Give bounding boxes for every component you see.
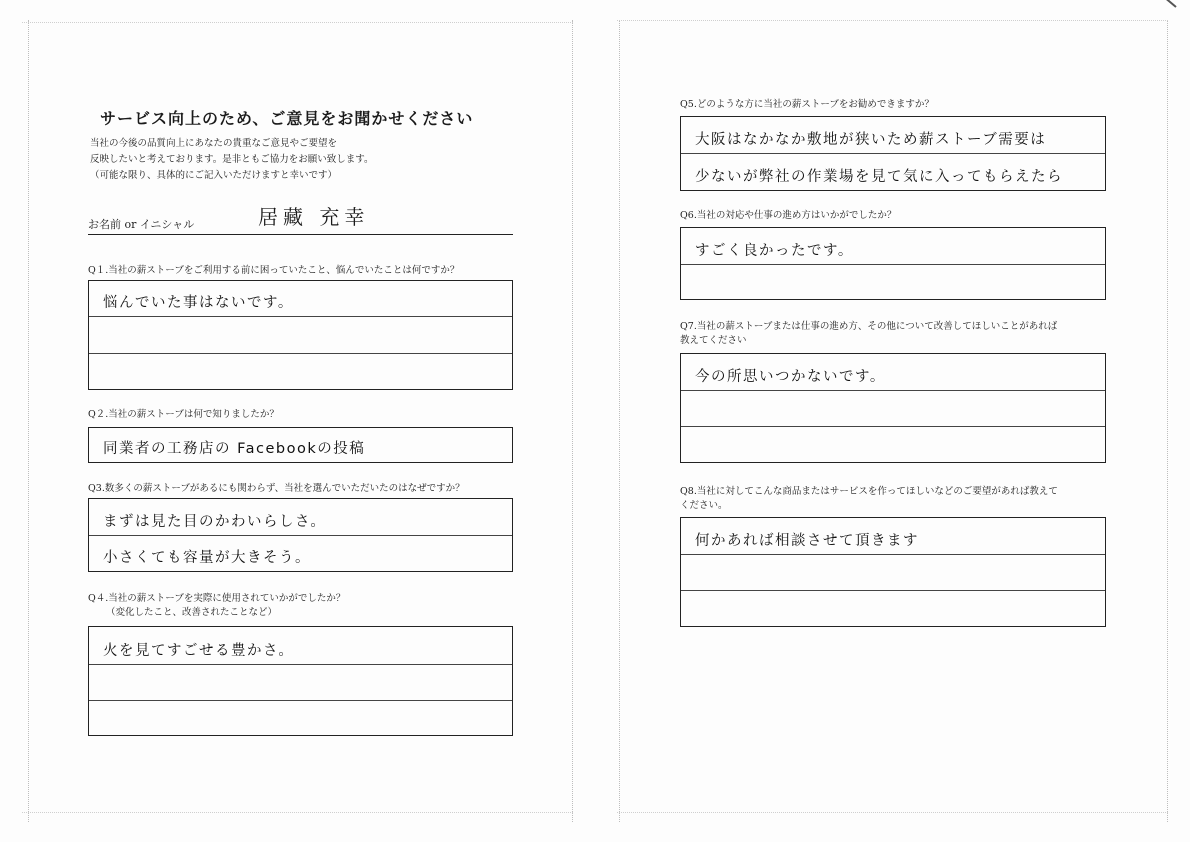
form-title: サービス向上のため、ご意見をお聞かせください xyxy=(100,109,474,128)
answer-box-q5[interactable] xyxy=(680,116,1106,191)
answer-box-q6[interactable] xyxy=(680,227,1106,300)
question-text: Q8.当社に対してこんな商品またはサービスを作ってほしいなどのご要望があれば教えて xyxy=(680,486,1058,497)
question-text: （変化したこと、改善されたことなど） xyxy=(106,607,278,618)
answer-line xyxy=(89,499,512,536)
page-edge-dots xyxy=(617,20,1168,21)
answer-box-q7[interactable] xyxy=(680,353,1106,463)
answer-line xyxy=(89,627,512,665)
handwritten-answer: 悩んでいた事はないです。 xyxy=(103,295,294,311)
name-label: お名前 or イニシャル xyxy=(88,218,195,231)
answer-box-q3[interactable] xyxy=(88,498,513,572)
handwritten-answer: 同業者の工務店の Facebookの投稿 xyxy=(103,441,366,457)
question-text: Q４.当社の薪ストーブを実際に使用されていかがでしたか？ xyxy=(88,593,346,604)
question-text: Q7.当社の薪ストーブまたは仕事の進め方、その他について改善してほしいことがあれば xyxy=(680,321,1058,332)
right-page xyxy=(595,0,1190,842)
answer-line xyxy=(681,265,1105,299)
handwritten-answer: 火を見てすごせる豊かさ。 xyxy=(103,643,295,659)
question-q5 xyxy=(680,98,934,112)
answer-line xyxy=(681,354,1105,391)
handwritten-answer: 少ないが弊社の作業場を見て気に入ってもらえたら xyxy=(695,169,1063,185)
question-text: Q２.当社の薪ストーブは何で知りましたか？ xyxy=(88,409,279,420)
question-q4 xyxy=(88,592,345,620)
page-edge-dots xyxy=(22,22,573,23)
page-edge-dots xyxy=(28,20,29,822)
question-q7 xyxy=(680,320,1057,348)
name-field[interactable] xyxy=(88,192,513,235)
handwritten-answer: 小さくても容量が大きそう。 xyxy=(103,550,311,566)
answer-line xyxy=(681,555,1105,591)
question-text: Q5.どのような方に当社の薪ストーブをお勧めできますか？ xyxy=(680,99,934,110)
question-text: 教えてください xyxy=(680,335,747,346)
answer-line xyxy=(89,354,512,389)
question-q1 xyxy=(88,264,459,278)
handwritten-answer: すごく良かったです。 xyxy=(695,243,854,259)
answer-box-q2[interactable] xyxy=(88,427,513,463)
question-q8 xyxy=(680,485,1058,513)
answer-box-q8[interactable] xyxy=(680,517,1106,627)
answer-line xyxy=(89,701,512,735)
handwritten-answer: 今の所思いつかないです。 xyxy=(695,369,886,385)
question-q6 xyxy=(680,209,896,223)
page-edge-dots xyxy=(619,20,620,822)
intro-line: （可能な限り、具体的にご記入いただけますと幸いです） xyxy=(90,170,338,181)
question-text: Q１.当社の薪ストーブをご利用する前に困っていたこと、悩んでいたことは何ですか？ xyxy=(88,265,460,276)
name-handwritten: 居藏 充幸 xyxy=(258,205,370,229)
page-edge-dots xyxy=(1167,20,1168,822)
handwritten-answer: まずは見た目のかわいらしさ。 xyxy=(103,514,327,530)
answer-box-q1[interactable] xyxy=(88,280,513,390)
answer-line xyxy=(681,154,1105,190)
question-text: Q6.当社の対応や仕事の進め方はいかがでしたか？ xyxy=(680,210,897,221)
intro-line: 反映したいと考えております。是非ともご協力をお願い致します。 xyxy=(90,154,374,165)
scan-mark xyxy=(1149,0,1176,8)
page-edge-dots xyxy=(22,812,573,813)
answer-line xyxy=(681,518,1105,555)
answer-line xyxy=(681,391,1105,427)
question-text: ください。 xyxy=(680,500,728,511)
page-edge-dots xyxy=(572,20,573,822)
answer-line xyxy=(89,665,512,701)
answer-line xyxy=(89,281,512,317)
answer-line xyxy=(681,591,1105,626)
answer-line xyxy=(89,536,512,571)
question-q2 xyxy=(88,408,279,422)
answer-line xyxy=(89,317,512,354)
page-edge-dots xyxy=(617,812,1168,813)
question-q3 xyxy=(88,482,465,496)
answer-line xyxy=(89,428,512,462)
intro-line: 当社の今後の品質向上にあなたの貴重なご意見やご要望を xyxy=(90,138,338,149)
answer-line xyxy=(681,117,1105,154)
handwritten-answer: 大阪はなかなか敷地が狭いため薪ストーブ需要は xyxy=(695,132,1047,148)
answer-line xyxy=(681,228,1105,265)
handwritten-answer: 何かあれば相談させて頂きます xyxy=(695,533,919,549)
answer-box-q4[interactable] xyxy=(88,626,513,736)
answer-line xyxy=(681,427,1105,462)
form-intro xyxy=(90,136,510,184)
question-text: Q3.数多くの薪ストーブがあるにも関わらず、当社を選んでいただいたのはなぜですか？ xyxy=(88,483,465,494)
